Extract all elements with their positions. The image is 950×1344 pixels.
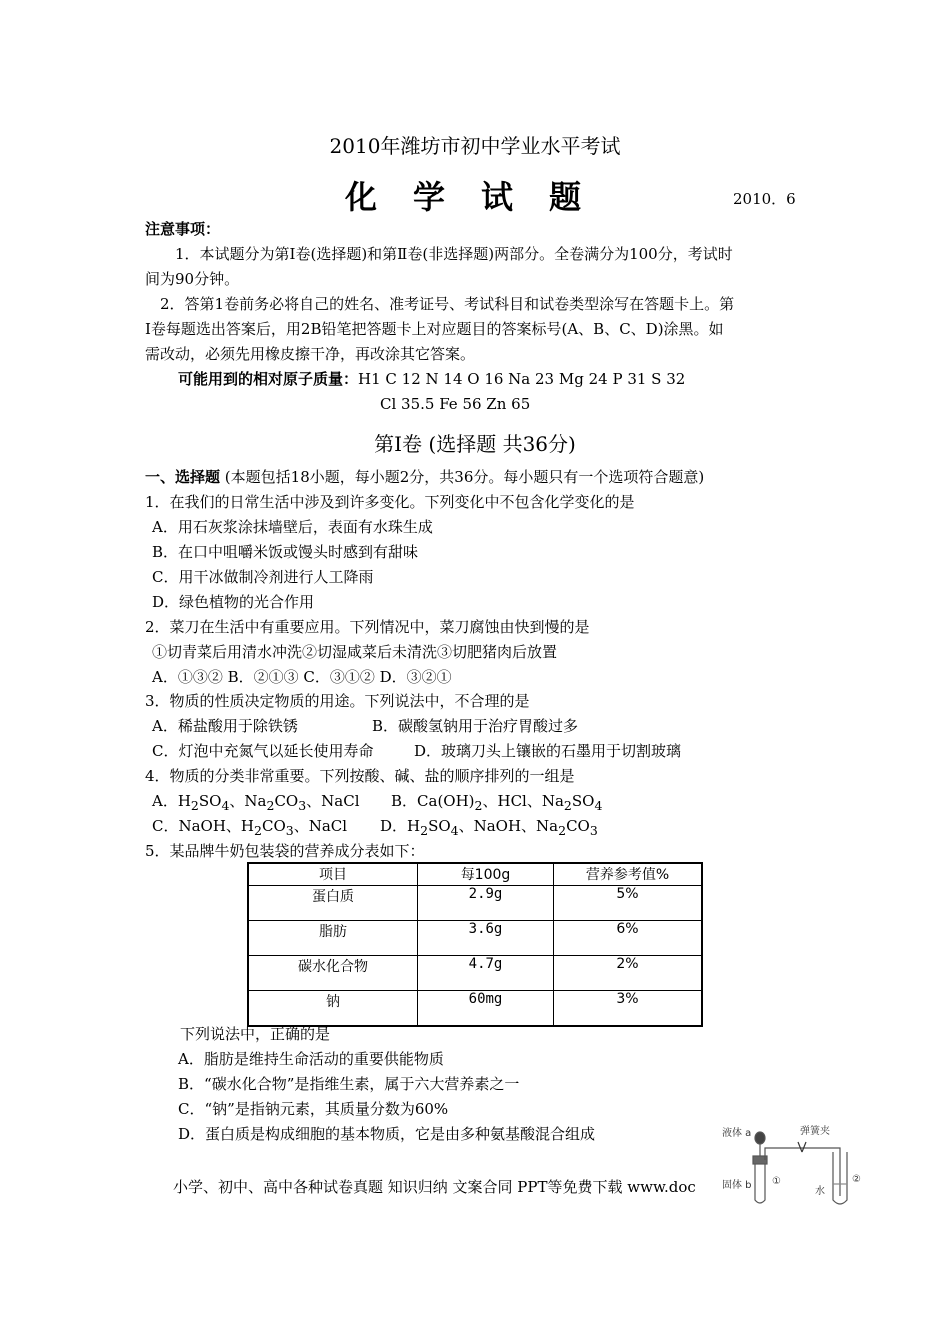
apparatus-figure [720,1118,870,1208]
table-cell-item: 蛋白质 [248,886,418,921]
q3-stem: 3．物质的性质决定物质的用途。下列说法中，不合理的是 [145,692,530,710]
q2-info: ①切青菜后用清水冲洗②切湿咸菜后未清洗③切肥猪肉后放置 [152,643,558,661]
q1-option-d: D．绿色植物的光合作用 [152,593,315,611]
table-row [248,991,702,1027]
notes-line-2b: Ⅰ卷每题选出答案后，用2B铅笔把答题卡上对应题目的答案标号(A、B、C、D)涂黑。如 [145,320,724,338]
table-cell-item: 钠 [248,991,418,1027]
q3-option-a: A．稀盐酸用于除铁锈 [152,717,298,735]
table-cell-amount: 2.9g [418,886,554,921]
delivery-tube [765,1148,840,1196]
exam-date: 2010．6 [733,190,796,208]
atomic-mass-label: 可能用到的相对原子质量： [178,370,359,388]
table-cell-amount: 60mg [418,991,554,1027]
part-label: 一、选择题 [145,468,221,486]
q4-option-c: C．NaOH、$H_2CO_3$、NaCl [152,817,348,838]
section-heading: 第Ⅰ卷 (选择题 共36分) [374,432,576,456]
notes-line-2: 2．答第1卷前务必将自己的姓名、准考证号、考试科目和试卷类型涂写在答题卡上。第 [160,295,735,313]
atomic-mass-values-2: Cl 35.5 Fe 56 Zn 65 [380,395,531,413]
table-cell-percent: 3% [554,991,703,1027]
figure-label-2: ② [852,1174,861,1185]
q3-option-d: D．玻璃刀头上镶嵌的石墨用于切割玻璃 [414,742,682,760]
spring-clip [798,1142,806,1152]
q5-option-a: A．脂肪是维持生命活动的重要供能物质 [178,1050,444,1068]
q5-option-c: C．“钠”是指钠元素，其质量分数为60% [178,1100,449,1118]
figure-label-water: 水 [815,1186,825,1197]
q5-prompt: 下列说法中，正确的是 [180,1025,331,1043]
q1-stem: 1．在我们的日常生活中涉及到许多变化。下列变化中不包含化学变化的是 [145,493,635,511]
q1-option-c: C．用干冰做制冷剂进行人工降雨 [152,568,374,586]
part-heading [145,467,704,487]
q5-stem: 5．某品牌牛奶包装袋的营养成分表如下： [145,842,425,860]
q5-option-b: B．“碳水化合物”是指维生素，属于六大营养素之一 [178,1075,520,1093]
part-description: (本题包括18小题，每小题2分，共36分。每小题只有一个选项符合题意) [224,468,705,486]
q5-option-d: D．蛋白质是构成细胞的基本物质，它是由多种氨基酸混合组成 [178,1125,596,1143]
q1-option-b: B．在口中咀嚼米饭或馒头时感到有甜味 [152,543,419,561]
table-header-item: 项目 [248,863,418,886]
test-tube-1 [755,1164,765,1203]
table-cell-amount: 3.6g [418,921,554,956]
notes-line-1: 1．本试题分为第Ⅰ卷(选择题)和第Ⅱ卷(非选择题)两部分。全卷满分为100分，考试时 [175,245,733,263]
q4-option-b: B．$Ca(OH)_2$、HCl、$Na_2SO_4$ [391,792,603,813]
q1-option-a: A．用石灰浆涂抹墙壁后，表面有水珠生成 [152,518,433,536]
table-header-per100g: 每100g [418,863,554,886]
nutrition-table [247,862,703,1027]
table-cell-percent: 2% [554,956,703,991]
table-cell-amount: 4.7g [418,956,554,991]
dropper-bulb [755,1132,765,1144]
table-row [248,956,702,991]
q2-options: A．①③② B．②①③ C．③①② D．③②① [152,668,452,686]
table-header-row [248,863,702,886]
figure-label-clip: 弹簧夹 [800,1126,830,1137]
figure-label-1: ① [772,1176,781,1187]
table-row [248,921,702,956]
notes-line-1b: 间为90分钟。 [145,270,240,288]
q4-option-d: D．$H_2SO_4$、NaOH、$Na_2CO_3$ [380,817,598,838]
atomic-mass-line-1 [178,369,685,389]
subject-title: 化学试题 [345,178,618,216]
table-cell-percent: 5% [554,886,703,921]
q2-stem: 2．菜刀在生活中有重要应用。下列情况中，菜刀腐蚀由快到慢的是 [145,618,590,636]
table-cell-item: 脂肪 [248,921,418,956]
q4-stem: 4．物质的分类非常重要。下列按酸、碱、盐的顺序排列的一组是 [145,767,575,785]
q3-option-b: B．碳酸氢钠用于治疗胃酸过多 [372,717,579,735]
q3-option-c: C．灯泡中充氮气以延长使用寿命 [152,742,374,760]
table-header-reference: 营养参考值% [554,863,703,886]
exam-title: 2010年潍坊市初中学业水平考试 [329,134,621,158]
notes-heading: 注意事项： [145,220,221,238]
notes-line-2c: 需改动，必须先用橡皮擦干净，再改涂其它答案。 [145,345,476,363]
atomic-mass-values-1: H1 C 12 N 14 O 16 Na 23 Mg 24 P 31 S 32 [358,370,686,388]
figure-label-liquid: 液体 a [722,1128,752,1139]
q4-option-a: A．$H_2SO_4$、$Na_2CO_3$、NaCl [152,792,360,813]
figure-label-solid: 固体 b [722,1180,752,1191]
table-cell-item: 碳水化合物 [248,956,418,991]
footer-text: 小学、初中、高中各种试卷真题 知识归纳 文案合同 PPT等免费下载 www.doc [173,1178,696,1196]
table-cell-percent: 6% [554,921,703,956]
table-row [248,886,702,921]
